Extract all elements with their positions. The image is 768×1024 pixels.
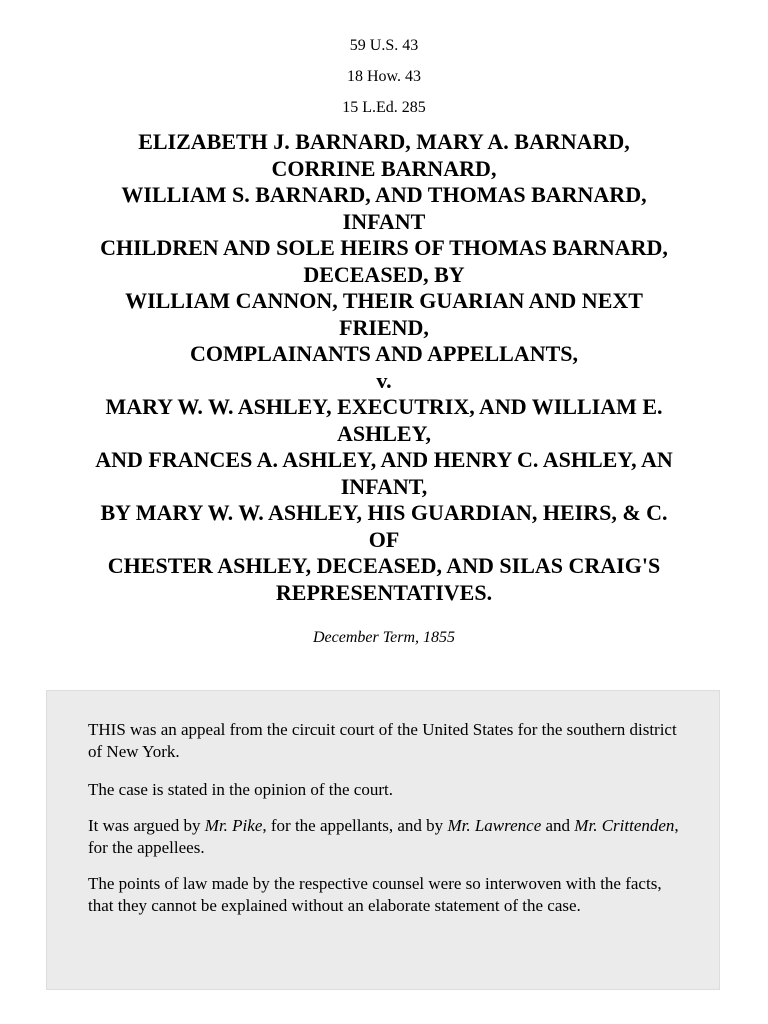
counsel-name-lawrence: Mr. Lawrence (447, 816, 542, 835)
case-title (0, 129, 768, 606)
title-line: COMPLAINANTS AND APPELLANTS, (189, 341, 579, 366)
title-line: ASHLEY, (337, 420, 431, 446)
title-line: CORRINE BARNARD, (271, 155, 497, 181)
title-line: MARY W. W. ASHLEY, EXECUTRIX, AND WILLIAM E. (105, 394, 663, 419)
title-line: v. (376, 367, 392, 393)
term-date: December Term, 1855 (312, 629, 456, 646)
title-line: WILLIAM CANNON, THEIR GUARIAN AND NEXT (125, 288, 643, 313)
counsel-name-pike: Mr. Pike (204, 816, 263, 835)
counsel-text: , for the appellants, and by (262, 816, 448, 835)
title-line: ELIZABETH J. BARNARD, MARY A. BARNARD, (138, 129, 630, 154)
citation-led: 15 L.Ed. 285 (342, 99, 426, 116)
title-line: WILLIAM S. BARNARD, AND THOMAS BARNARD, (121, 182, 647, 207)
counsel-text: and (541, 816, 575, 835)
title-line: OF (368, 526, 400, 552)
summary-paragraph-statement: The case is stated in the opinion of the court. (88, 780, 393, 799)
title-line: FRIEND, (339, 314, 429, 340)
summary-paragraph-appeal: THIS was an appeal from the circuit court of the United States for the southern district of New York. (88, 720, 677, 761)
title-line: DECEASED, BY (303, 261, 465, 287)
title-line: BY MARY W. W. ASHLEY, HIS GUARDIAN, HEIRS, & C. (100, 500, 668, 525)
title-line: CHILDREN AND SOLE HEIRS OF THOMAS BARNARD, (100, 235, 668, 260)
title-line: CHESTER ASHLEY, DECEASED, AND SILAS CRAIG'S (107, 553, 661, 578)
counsel-text: It was argued by (88, 816, 205, 835)
summary-paragraph-counsel (88, 815, 679, 859)
title-line: AND FRANCES A. ASHLEY, AND HENRY C. ASHLEY, AN (95, 447, 673, 472)
title-line: INFANT, (340, 473, 428, 499)
citations (0, 0, 768, 118)
citation-how: 18 How. 43 (346, 68, 422, 85)
summary-paragraph-points: The points of law made by the respective counsel were so interwoven with the facts, that they cannot be explained without an elaborate statement of the case. (88, 874, 662, 915)
title-line: INFANT (342, 208, 426, 234)
citation-us: 59 U.S. 43 (349, 37, 419, 54)
case-summary-box (46, 690, 720, 990)
title-line: REPRESENTATIVES. (275, 579, 493, 605)
counsel-text: , for the appellees. (88, 816, 679, 857)
counsel-name-crittenden: Mr. Crittenden (574, 816, 675, 835)
